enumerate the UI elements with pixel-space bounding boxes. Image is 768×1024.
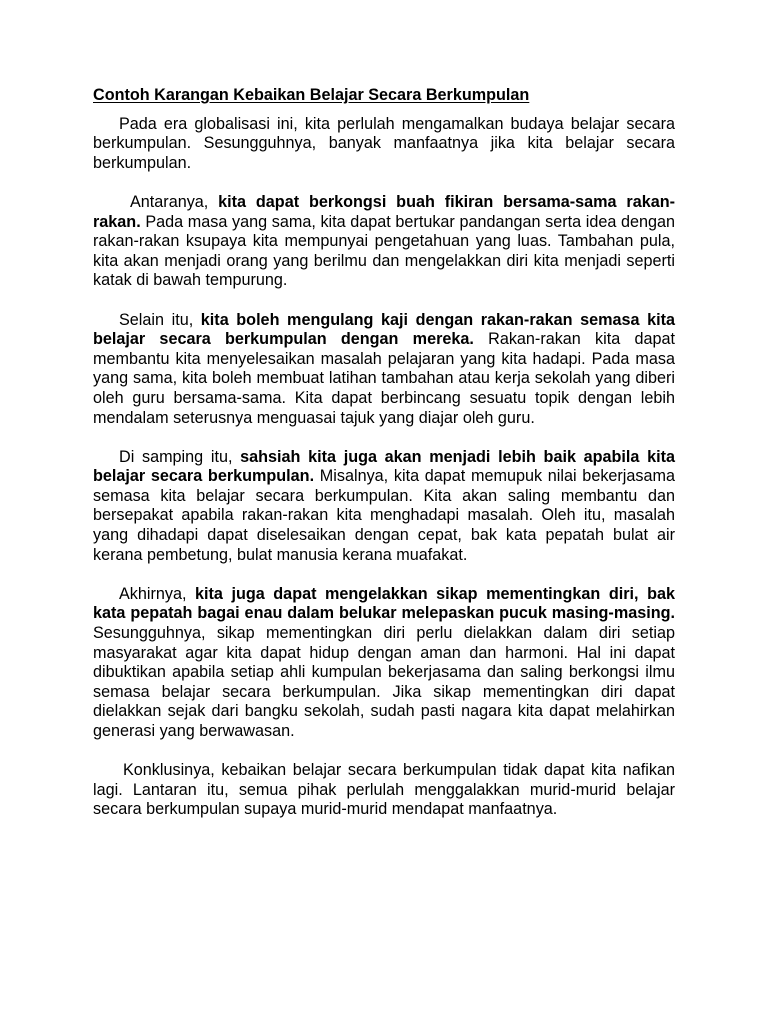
document-title: Contoh Karangan Kebaikan Belajar Secara Berkumpulan [93, 86, 530, 104]
paragraph-point-1 [93, 193, 675, 291]
paragraph-key-point: kita juga dapat mengelakkan sikap mementingkan diri, bak kata pepatah bagai enau dalam belukar melepaskan pucuk masing-masing. [93, 584, 675, 623]
paragraph-introduction [93, 115, 675, 174]
paragraph-lead: Antaranya, [130, 192, 219, 211]
paragraph-lead: Akhirnya, [119, 584, 196, 603]
paragraph-point-2 [93, 311, 675, 429]
paragraph-point-4 [93, 585, 675, 742]
paragraph-point-3 [93, 448, 675, 566]
paragraph-text: Sesungguhnya, sikap mementingkan diri perlu dielakkan dalam diri setiap masyarakat agar kita dapat hidup dengan aman dan harmoni. Hal ini dapat dibuktikan apabila setiap ahli kumpulan bekerjasama dan saling berkongsi ilmu semasa belajar secara berkumpulan. Jika sikap mementingkan diri dapat dielakkan sejak dari bangku sekolah, sudah pasti nagara kita dapat melahirkan generasi yang berwawasan. [93, 624, 675, 740]
paragraph-text: Rakan-rakan kita dapat membantu kita menyelesaikan masalah pelajaran yang kita hadapi. Pada masa yang sama, kita boleh membuat latihan tambahan atau kerja sekolah yang diberi oleh guru bersama-sama. Kita dapat berbincang sesuatu topik dengan lebih mendalam seterusnya menguasai tajuk yang diajar oleh guru. [93, 330, 675, 427]
paragraph-lead: Selain itu, [119, 310, 201, 329]
paragraph-text: Misalnya, kita dapat memupuk nilai bekerjasama semasa kita belajar secara berkumpulan. Kita akan saling membantu dan bersepakat apabila rakan-rakan kita menghadapi masalah. Oleh itu, masalah yang dihadapi dapat diselesaikan dengan cepat, bak kata pepatah bulat air kerana pembetung, bulat manusia kerana muafakat. [93, 467, 675, 564]
paragraph-key-point: kita boleh mengulang kaji dengan rakan-rakan semasa kita belajar secara berkumpulan dengan mereka. [93, 310, 676, 349]
paragraph-key-point: kita dapat berkongsi buah fikiran bersama-sama rakan-rakan. [93, 192, 675, 231]
paragraph-text: Pada era globalisasi ini, kita perlulah mengamalkan budaya belajar secara berkumpulan. Sesungguhnya, banyak manfaatnya jika kita belajar secara berkumpulan. [93, 114, 675, 172]
paragraph-text: Pada masa yang sama, kita dapat bertukar pandangan serta idea dengan rakan-rakan ksupaya kita mempunyai pengetahuan yang luas. Tambahan pula, kita akan menjadi orang yang berilmu dan mengelakkan diri kita menjadi seperti katak di bawah tempurung. [93, 212, 675, 290]
paragraph-lead: Di samping itu, [119, 447, 241, 466]
document-page [93, 86, 675, 840]
paragraph-text: Konklusinya, kebaikan belajar secara berkumpulan tidak dapat kita nafikan lagi. Lantaran itu, semua pihak perlulah menggalakkan murid-murid belajar secara berkumpulan supaya murid-murid mendapat manfaatnya. [93, 761, 675, 819]
paragraph-conclusion [93, 761, 675, 820]
paragraph-key-point: sahsiah kita juga akan menjadi lebih baik apabila kita belajar secara berkumpulan. [93, 447, 675, 486]
